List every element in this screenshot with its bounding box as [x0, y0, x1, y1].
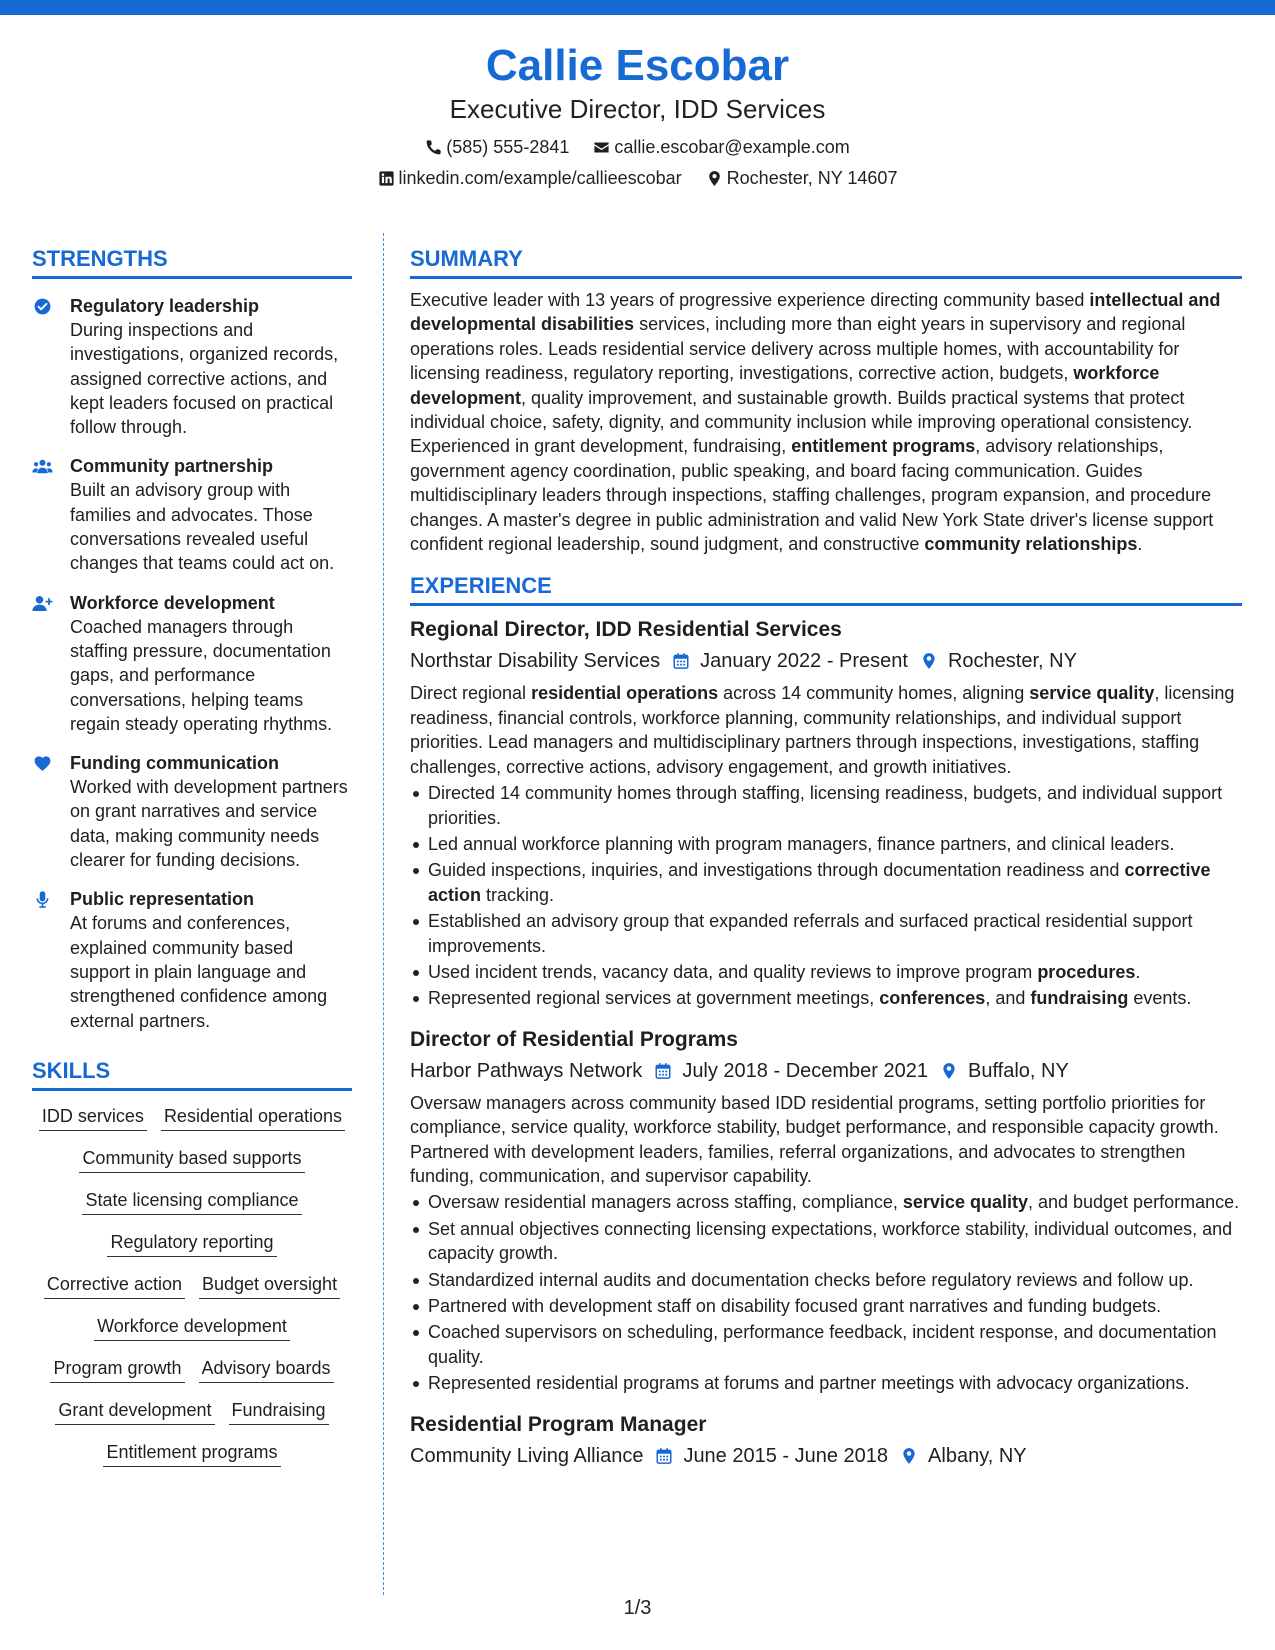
text-segment: across 14 community homes, aligning: [718, 683, 1030, 704]
candidate-title: Executive Director, IDD Services: [449, 94, 826, 124]
map-pin-icon: [900, 1446, 918, 1466]
job-dates: June 2015 - June 2018: [683, 1444, 889, 1467]
job-bullets: [410, 1190, 1242, 1395]
bullet-item: [410, 1320, 1242, 1369]
job-entry: [410, 1410, 1242, 1471]
emphasis-text: community relationships: [924, 534, 1138, 555]
text-segment: , and budget performance.: [1027, 1192, 1240, 1213]
strength-desc: During inspections and investigations, organized records, assigned corrective actions, and kept leaders focused on practical follow through.: [70, 320, 339, 438]
emphasis-text: conferences: [879, 988, 986, 1009]
heart-icon: [32, 754, 53, 773]
text-segment: , and: [985, 988, 1031, 1009]
text-segment: Guided inspections, inquiries, and investigations through documentation readiness and: [428, 860, 1125, 881]
emphasis-text: workforce development: [410, 363, 1160, 408]
job-description: [410, 1091, 1242, 1189]
page-number: 1/3: [623, 1597, 652, 1619]
summary-heading: SUMMARY: [410, 245, 1242, 279]
emphasis-text: fundraising: [1030, 988, 1129, 1009]
strength-title: Public representation: [70, 889, 255, 910]
summary-text: [410, 288, 1242, 556]
bullet-item: [410, 986, 1242, 1010]
microphone-icon: [32, 890, 53, 909]
summary-section: [410, 245, 1242, 556]
bullet-item: [410, 1190, 1242, 1214]
strength-desc: Worked with development partners on grant narratives and service data, making community needs clearer for funding decisions.: [70, 777, 348, 871]
contact-email[interactable]: [593, 134, 849, 160]
text-segment: , quality improvement, and sustainable growth. Builds practical systems that protect individual choice, safety, dignity, and community inclusion while improving operational consistency. Experienced in grant development, fundraising,: [410, 387, 1193, 457]
email-text: callie.escobar@example.com: [614, 137, 850, 157]
text-segment: Set annual objectives connecting licensing expectations, workforce stability, individual outcomes, and capacity growth.: [428, 1218, 1233, 1264]
bullet-item: [410, 781, 1242, 830]
job-company: Community Living Alliance: [410, 1444, 644, 1467]
user-plus-icon: [32, 594, 53, 613]
job-meta: [410, 1056, 1242, 1086]
job-dates: January 2022 - Present: [700, 650, 908, 673]
bullet-item: [410, 1268, 1242, 1292]
strength-desc: At forums and conferences, explained community based support in plain language and strengthened confidence among external partners.: [70, 913, 328, 1031]
text-segment: Executive leader with 13 years of progressive experience directing community based: [410, 290, 1090, 310]
left-column: [32, 245, 352, 1467]
skill-tag: Grant development: [55, 1397, 214, 1425]
skill-tag: Residential operations: [161, 1103, 345, 1131]
bullet-item: [410, 960, 1242, 984]
text-segment: Standardized internal audits and documentation checks before regulatory reviews and follow up.: [428, 1269, 1194, 1290]
bullet-item: [410, 1371, 1242, 1395]
contact-row-secondary: [0, 165, 1275, 191]
emphasis-text: corrective action: [428, 860, 1211, 905]
strength-item: [32, 751, 352, 872]
job-entry: [410, 615, 1242, 1010]
text-segment: Represented residential programs at forums and partner meetings with advocacy organizations.: [428, 1373, 1190, 1394]
job-entry: [410, 1025, 1242, 1396]
text-segment: Oversaw managers across community based IDD residential programs, setting portfolio priorities for compliance, service quality, workforce stability, budget performance, and responsible capacity growth. Partnered with development leaders, families, referral organizations, and advocates to strengthen funding, communication, and supervisor capability.: [410, 1092, 1219, 1186]
bullet-item: [410, 832, 1242, 856]
check-circle-icon: [32, 297, 53, 316]
linkedin-text: linkedin.com/example/callieescobar: [398, 168, 682, 188]
job-bullets: [410, 781, 1242, 1011]
job-location: Rochester, NY: [947, 650, 1077, 673]
column-divider: [383, 233, 384, 1595]
text-segment: Led annual workforce planning with program managers, finance partners, and clinical leaders.: [428, 833, 1175, 854]
skills-section: [32, 1057, 352, 1467]
map-pin-icon: [706, 170, 723, 187]
text-segment: Partnered with development staff on disability focused grant narratives and funding budgets.: [428, 1296, 1162, 1316]
map-pin-icon: [940, 1061, 958, 1081]
job-list: [410, 615, 1242, 1470]
strength-item: [32, 887, 352, 1032]
text-segment: Established an advisory group that expanded referrals and surfaced practical residential support improvements.: [428, 911, 1193, 956]
candidate-name: Callie Escobar: [485, 41, 790, 90]
strength-title: Regulatory leadership: [70, 296, 260, 316]
job-dates: July 2018 - December 2021: [682, 1059, 929, 1082]
skill-tag: Entitlement programs: [103, 1439, 280, 1467]
contact-linkedin[interactable]: [378, 165, 682, 191]
text-segment: , advisory relationships, government agency coordination, public speaking, and board facing communication. Guides multidisciplinary leaders through inspections, staffing challenges, program expansion, and procedure changes. A master's degree in public administration and valid New York State driver's license support confident regional leadership, sound judgment, and constructive: [410, 436, 1214, 555]
emphasis-text: residential operations: [531, 683, 719, 704]
text-segment: Used incident trends, vacancy data, and quality reviews to improve program: [428, 961, 1038, 982]
text-segment: services, including more than eight years in supervisory and regional operations roles. Leads residential service delivery across multiple homes, with accountability for licensing readiness, regulatory reporting, investigations, corrective action, budgets,: [410, 314, 1186, 384]
job-location: Buffalo, NY: [968, 1059, 1069, 1082]
location-text: Rochester, NY 14607: [726, 168, 898, 188]
envelope-icon: [593, 139, 610, 156]
strengths-heading: STRENGTHS: [32, 245, 352, 279]
calendar-icon: [655, 1446, 673, 1466]
calendar-icon: [654, 1061, 672, 1081]
emphasis-text: procedures: [1037, 961, 1136, 982]
text-segment: Oversaw residential managers across staffing, compliance,: [428, 1192, 903, 1213]
strength-desc: Built an advisory group with families and advocates. Those conversations revealed useful changes that teams could act on.: [70, 480, 335, 574]
linkedin-icon: [378, 170, 395, 187]
emphasis-text: intellectual and developmental disabilities: [410, 290, 1221, 335]
skill-tag: Regulatory reporting: [107, 1229, 276, 1257]
job-location: Albany, NY: [928, 1444, 1027, 1467]
contact-location: [706, 165, 898, 191]
skill-tag: Community based supports: [79, 1145, 304, 1173]
phone-text: (585) 555-2841: [446, 137, 570, 157]
calendar-icon: [672, 651, 690, 671]
skill-tag: Advisory boards: [199, 1355, 334, 1383]
bullet-item: [410, 909, 1242, 958]
job-company: Northstar Disability Services: [410, 650, 661, 673]
bullet-item: [410, 1217, 1242, 1266]
strength-title: Workforce development: [70, 592, 275, 613]
users-icon: [32, 457, 53, 476]
skill-tag: Program growth: [50, 1355, 184, 1383]
skill-tag: IDD services: [39, 1103, 147, 1131]
strength-title: Funding communication: [70, 753, 279, 774]
phone-icon: [425, 139, 442, 156]
emphasis-text: service quality: [1029, 683, 1155, 704]
text-segment: Directed 14 community homes through staffing, licensing readiness, budgets, and individual support priorities.: [428, 783, 1223, 828]
skill-tag: Budget oversight: [199, 1271, 340, 1299]
text-segment: events.: [1128, 988, 1192, 1009]
skills-list: [32, 1103, 352, 1467]
text-segment: .: [1137, 534, 1143, 555]
job-meta: [410, 646, 1242, 676]
right-column: [410, 245, 1242, 1471]
job-description: [410, 681, 1242, 779]
text-segment: .: [1135, 961, 1141, 982]
bullet-item: [410, 858, 1242, 907]
bullet-item: [410, 1294, 1242, 1318]
skills-heading: SKILLS: [32, 1057, 352, 1091]
skill-tag: Workforce development: [94, 1313, 290, 1341]
map-pin-icon: [920, 651, 938, 671]
experience-heading: EXPERIENCE: [410, 572, 1242, 606]
text-segment: Direct regional: [410, 683, 532, 704]
strength-item: [32, 454, 352, 575]
job-title: Residential Program Manager: [410, 1412, 707, 1436]
strength-item: [32, 294, 352, 439]
resume-header: [0, 40, 1275, 191]
job-title: Regional Director, IDD Residential Services: [410, 618, 842, 642]
text-segment: Represented regional services at government meetings,: [428, 988, 880, 1009]
experience-section: [410, 572, 1242, 1470]
strength-title: Community partnership: [70, 456, 274, 477]
skill-tag: Fundraising: [229, 1397, 329, 1425]
strengths-section: [32, 245, 352, 1033]
contact-phone: [425, 134, 569, 160]
skill-tag: State licensing compliance: [82, 1187, 301, 1215]
job-title: Director of Residential Programs: [410, 1027, 738, 1051]
strength-desc: Coached managers through staffing pressure, documentation gaps, and performance conversations, helping teams regain steady operating rhythms.: [70, 616, 333, 734]
text-segment: Coached supervisors on scheduling, performance feedback, incident response, and documentation quality.: [428, 1322, 1217, 1367]
job-company: Harbor Pathways Network: [410, 1059, 643, 1082]
strength-item: [32, 591, 352, 736]
contact-row-primary: [0, 134, 1275, 160]
top-accent-bar: [0, 0, 1275, 15]
emphasis-text: entitlement programs: [791, 436, 976, 457]
emphasis-text: service quality: [902, 1192, 1028, 1213]
text-segment: , licensing readiness, financial controls, workforce planning, community relationships, and individual support priorities. Lead managers and multidisciplinary partners through inspections, investigations, staffing challenges, corrective actions, advisory engagement, and growth initiatives.: [410, 683, 1235, 777]
skill-tag: Corrective action: [44, 1271, 185, 1299]
text-segment: tracking.: [481, 884, 555, 905]
job-meta: [410, 1441, 1242, 1471]
